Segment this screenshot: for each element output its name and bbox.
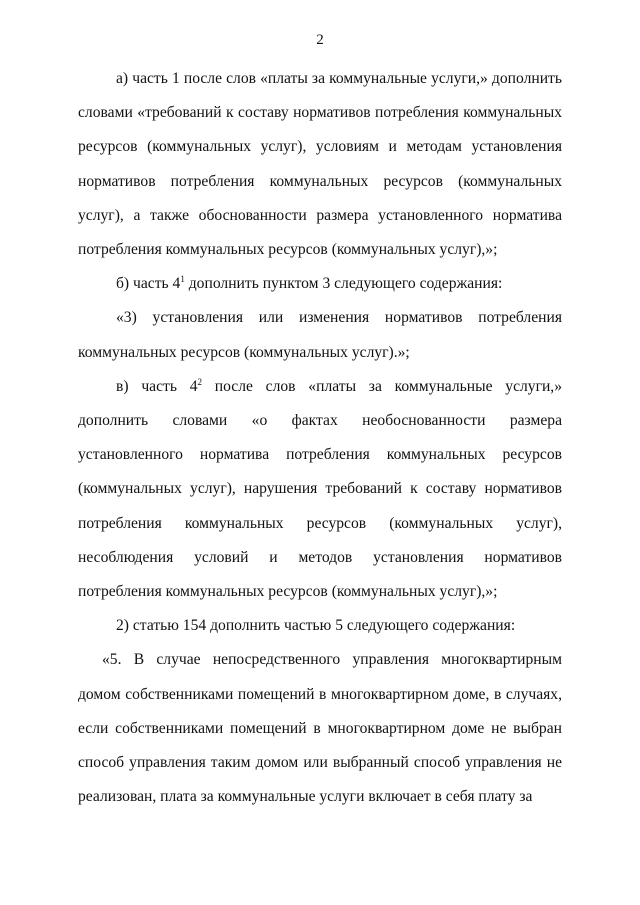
document-body: [78, 62, 562, 814]
paragraph-b-item-3: «3) установления или изменения нормативов потребления коммунальных ресурсов (коммунальных услуг).»;: [78, 309, 562, 361]
paragraph-b-end: дополнить пунктом 3 следующего содержания:: [184, 275, 503, 293]
paragraph-b-start: б) часть 4: [116, 275, 181, 293]
paragraph-c-start: в) часть 4: [116, 377, 198, 395]
paragraph-item-5: «5. В случае непосредственного управления многоквартирным домом собственниками помещений в многоквартирном доме, в случаях, если собственниками помещений в многоквартирном доме не выбран способ управления таким домом или выбранный способ управления не реализован, плата за коммунальные услуги включает в себя плату за: [78, 651, 562, 806]
superscript-1: 1: [180, 274, 185, 285]
paragraph-a: а) часть 1 после слов «платы за коммунальные услуги,» дополнить словами «требований к составу нормативов потребления коммунальных ресурсов (коммунальных услуг), условиям и методам установления нормативов потребления коммунальных ресурсов (коммунальных услуг), а также обоснованности размера установленного норматива потребления коммунальных ресурсов (коммунальных услуг),»;: [78, 70, 562, 259]
paragraph-b: [78, 267, 562, 301]
page-number: 2: [316, 32, 324, 48]
paragraph-c: [78, 370, 562, 609]
paragraph-c-end: после слов «платы за коммунальные услуги,» дополнить словами «о фактах необоснованности размера установленного норматива потребления коммунальных ресурсов (коммунальных услуг), нарушения требований к составу нормативов потребления коммунальных ресурсов (коммунальных услуг), несоблюдения условий и методов установления нормативов потребления коммунальных ресурсов (коммунальных услуг),»;: [78, 377, 563, 601]
superscript-2: 2: [197, 376, 202, 387]
paragraph-article-154: 2) статью 154 дополнить частью 5 следующего содержания:: [116, 617, 516, 635]
